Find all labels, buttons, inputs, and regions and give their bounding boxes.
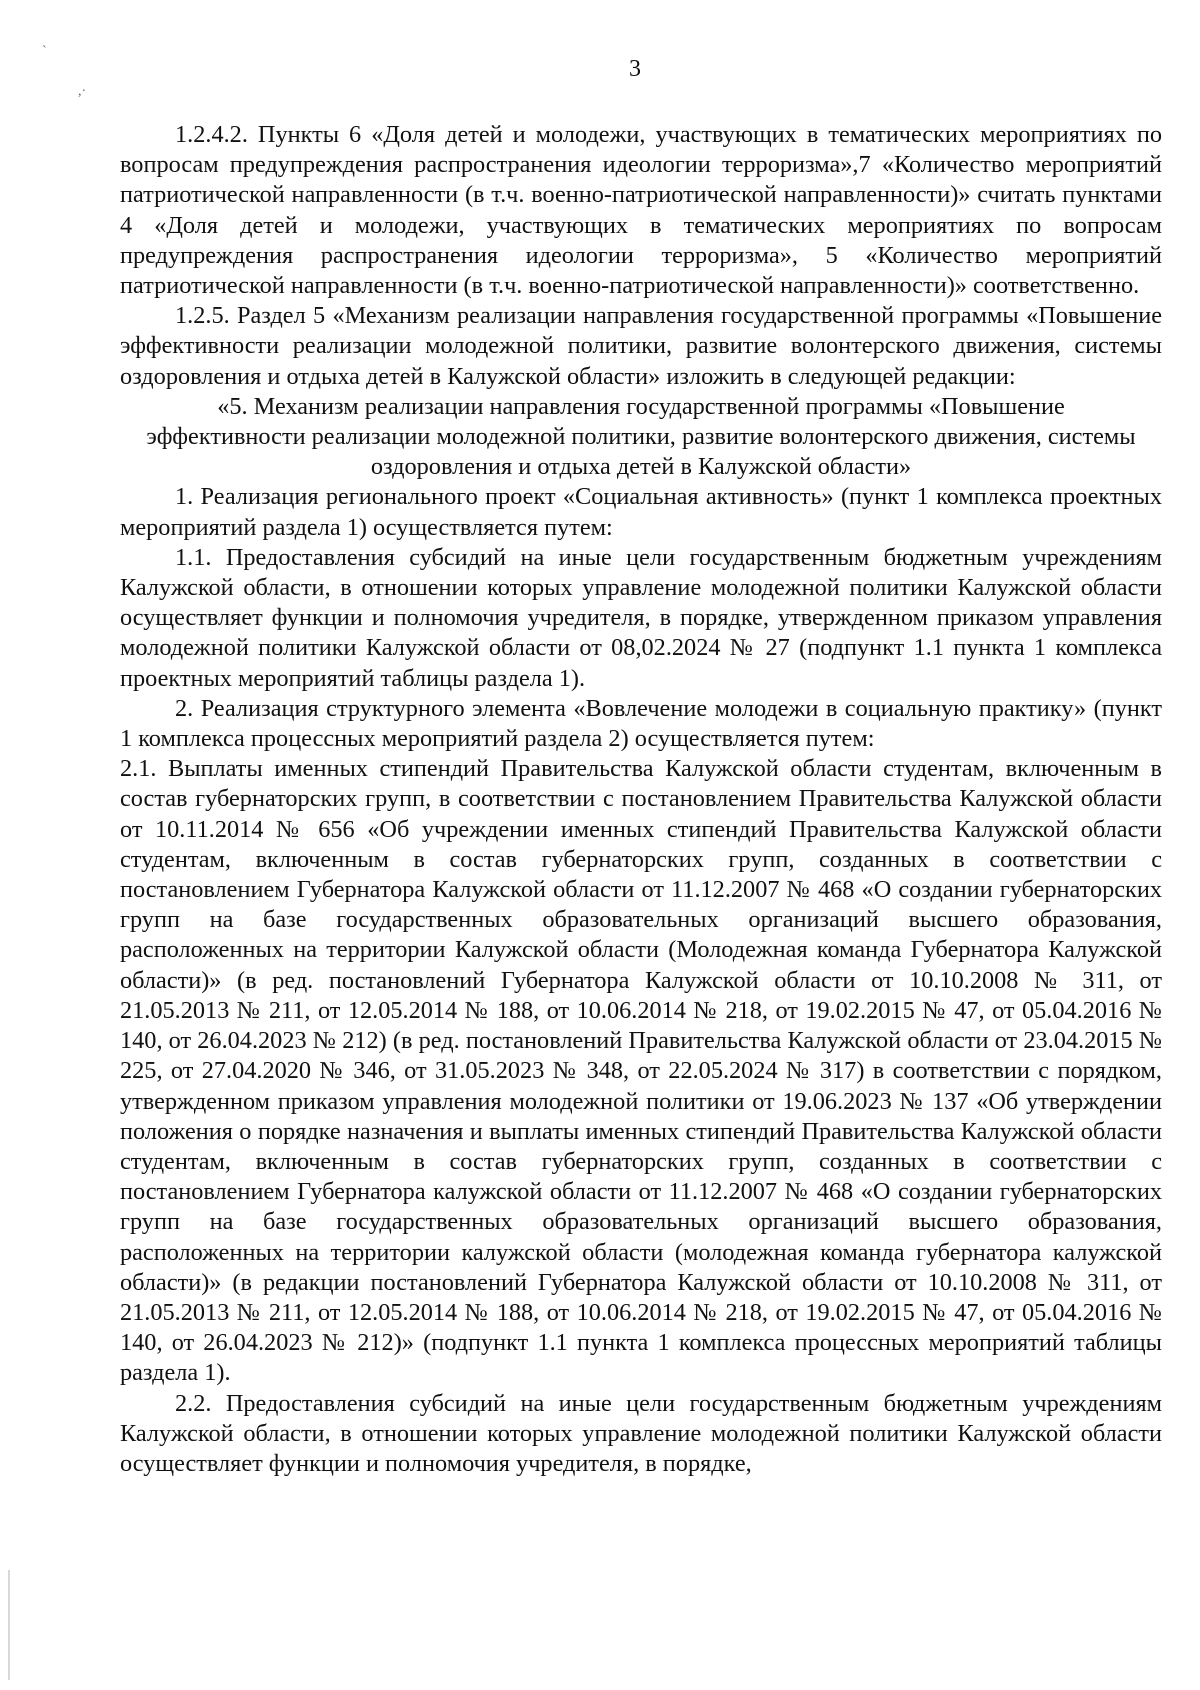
paragraph-item-1-1: 1.1. Предоставления субсидий на иные цели государственным бюджетным учреждениям Калужской области, в отношении которых управление молодежной политики Калужской области осуществляет функции и полномочия учредителя, в порядке, утвержденном приказом управления молодежной политики Калужской области от 08,02.2024 № 27 (подпункт 1.1 пункта 1 комплекса проектных мероприятий таблицы раздела 1). <box>120 543 1162 692</box>
paragraph-item-2-1: 2.1. Выплаты именных стипендий Правительства Калужской области студентам, включенным в состав губернаторских групп, в соответствии с постановлением Правительства Калужской области от 10.11.2014 № 656 «Об учреждении именных стипендий Правительства Калужской области студентам, включенным в состав губернаторских групп, созданных в соответствии с постановлением Губернатора Калужской области от 11.12.2007 № 468 «О создании губернаторских групп на базе государственных образовательных организаций высшего образования, расположенных на территории Калужской области (Молодежная команда Губернатора Калужской области)» (в ред. постановлений Губернатора Калужской области от 10.10.2008 № 311, от 21.05.2013 № 211, от 12.05.2014 № 188, от 10.06.2014 № 218, от 19.02.2015 № 47, от 05.04.2016 № 140, от 26.04.2023 № 212) (в ред. постановлений Правительства Калужской области от 23.04.2015 № 225, от 27.04.2020 № 346, от 31.05.2023 № 348, от 22.05.2024 № 317) в соответствии с порядком, утвержденном приказом управления молодежной политики от 19.06.2023 № 137 «Об утверждении положения о порядке назначения и выплаты именных стипендий Правительства Калужской области студентам, включенным в состав губернаторских групп, созданных в соответствии с постановлением Губернатора калужской области от 11.12.2007 № 468 «О создании губернаторских групп на базе государственных образовательных организаций высшего образования, расположенных на территории калужской области (молодежная команда губернатора калужской области)» (в редакции постановлений Губернатора Калужской области от 10.10.2008 № 311, от 21.05.2013 № 211, от 12.05.2014 № 188, от 10.06.2014 № 218, от 19.02.2015 № 47, от 05.04.2016 № 140, от 26.04.2023 № 212)» (подпункт 1.1 пункта 1 комплекса процессных мероприятий таблицы раздела 1). <box>120 755 1162 1387</box>
paragraph-1-2-5: 1.2.5. Раздел 5 «Механизм реализации направления государственной программы «Повышение эффективности реализации молодежной политики, развитие волонтерского движения, системы оздоровления и отдыха детей в Калужской области» изложить в следующей редакции: <box>120 302 1162 390</box>
paragraph-item-2: 2. Реализация структурного элемента «Вовлечение молодежи в социальную практику» (пункт 1 комплекса процессных мероприятий раздела 2) осуществляется путем: <box>120 694 1162 753</box>
scan-speck-mark: ,· <box>78 84 87 99</box>
page-number: 3 <box>629 56 641 82</box>
paragraph-1-2-4-2: 1.2.4.2. Пункты 6 «Доля детей и молодежи, участвующих в тематических мероприятиях по вопросам предупреждения распространения идеологии терроризма»,7 «Количество мероприятий патриотической направленности (в т.ч. военно-патриотической направленности)» считать пунктами 4 «Доля детей и молодежи, участвующих в тематических мероприятиях по вопросам предупреждения распространения идеологии терроризма», 5 «Количество мероприятий патриотической направленности (в т.ч. военно-патриотической направленности)» соответственно. <box>120 121 1162 300</box>
document-body <box>120 120 1162 1479</box>
paragraph-item-2-2: 2.2. Предоставления субсидий на иные цели государственным бюджетным учреждениям Калужской области, в отношении которых управление молодежной политики Калужской области осуществляет функции и полномочия учредителя, в порядке, <box>120 1389 1162 1477</box>
scan-speck-mark: ˋ <box>42 44 47 59</box>
paragraph-item-1: 1. Реализация регионального проект «Социальная активность» (пункт 1 комплекса проектных мероприятий раздела 1) осуществляется путем: <box>120 483 1162 541</box>
scan-edge-shadow <box>8 1570 10 1680</box>
section-heading: «5. Механизм реализации направления государственной программы «Повышение эффективности реализации молодежной политики, развитие волонтерского движения, системы оздоровления и отдыха детей в Калужской области» <box>146 392 1136 481</box>
